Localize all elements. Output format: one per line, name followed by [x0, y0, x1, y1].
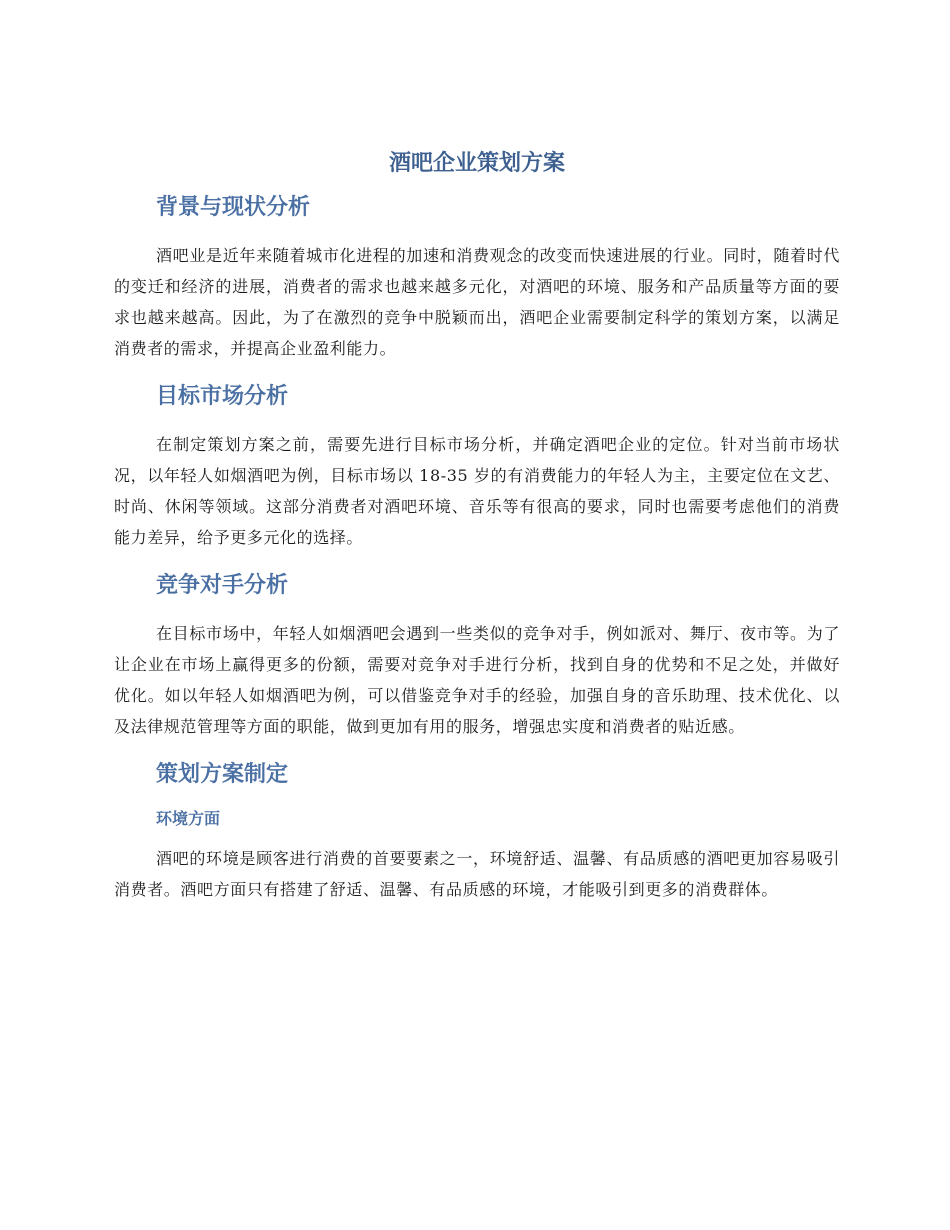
- section-heading-competitors: 竞争对手分析: [156, 573, 289, 598]
- document-title: 酒吧企业策划方案: [388, 151, 565, 176]
- section-heading-background: 背景与现状分析: [156, 195, 311, 220]
- section-paragraph-target-market: 在制定策划方案之前，需要先进行目标市场分析，并确定酒吧企业的定位。针对当前市场状况，以年轻人如烟酒吧为例，目标市场以 18-35 岁的有消费能力的年轻人为主，主要定位在文艺、时尚、休闲等领域。这部分消费者对酒吧环境、音乐等有很高的要求，同时也需要考虑他们的消费能力差异，给予更多元化的选择。: [114, 435, 840, 547]
- section-paragraph-competitors: 在目标市场中，年轻人如烟酒吧会遇到一些类似的竞争对手，例如派对、舞厅、夜市等。为了让企业在市场上赢得更多的份额，需要对竞争对手进行分析，找到自身的优势和不足之处，并做好优化。如以年轻人如烟酒吧为例，可以借鉴竞争对手的经验，加强自身的音乐助理、技术优化、以及法律规范管理等方面的职能，做到更加有用的服务，增强忠实度和消费者的贴近感。: [114, 624, 840, 736]
- document-page: [114, 140, 840, 922]
- section-heading-plan: 策划方案制定: [156, 762, 289, 787]
- subsection-heading-environment: 环境方面: [156, 809, 221, 828]
- section-heading-target-market: 目标市场分析: [156, 384, 289, 409]
- section-paragraph-background: 酒吧业是近年来随着城市化进程的加速和消费观念的改变而快速进展的行业。同时，随着时代的变迁和经济的进展，消费者的需求也越来越多元化，对酒吧的环境、服务和产品质量等方面的要求也越来越高。因此，为了在激烈的竞争中脱颖而出，酒吧企业需要制定科学的策划方案，以满足消费者的需求，并提高企业盈利能力。: [114, 246, 840, 358]
- subsection-paragraph-environment: 酒吧的环境是顾客进行消费的首要要素之一，环境舒适、温馨、有品质感的酒吧更加容易吸引消费者。酒吧方面只有搭建了舒适、温馨、有品质感的环境，才能吸引到更多的消费群体。: [114, 849, 840, 899]
